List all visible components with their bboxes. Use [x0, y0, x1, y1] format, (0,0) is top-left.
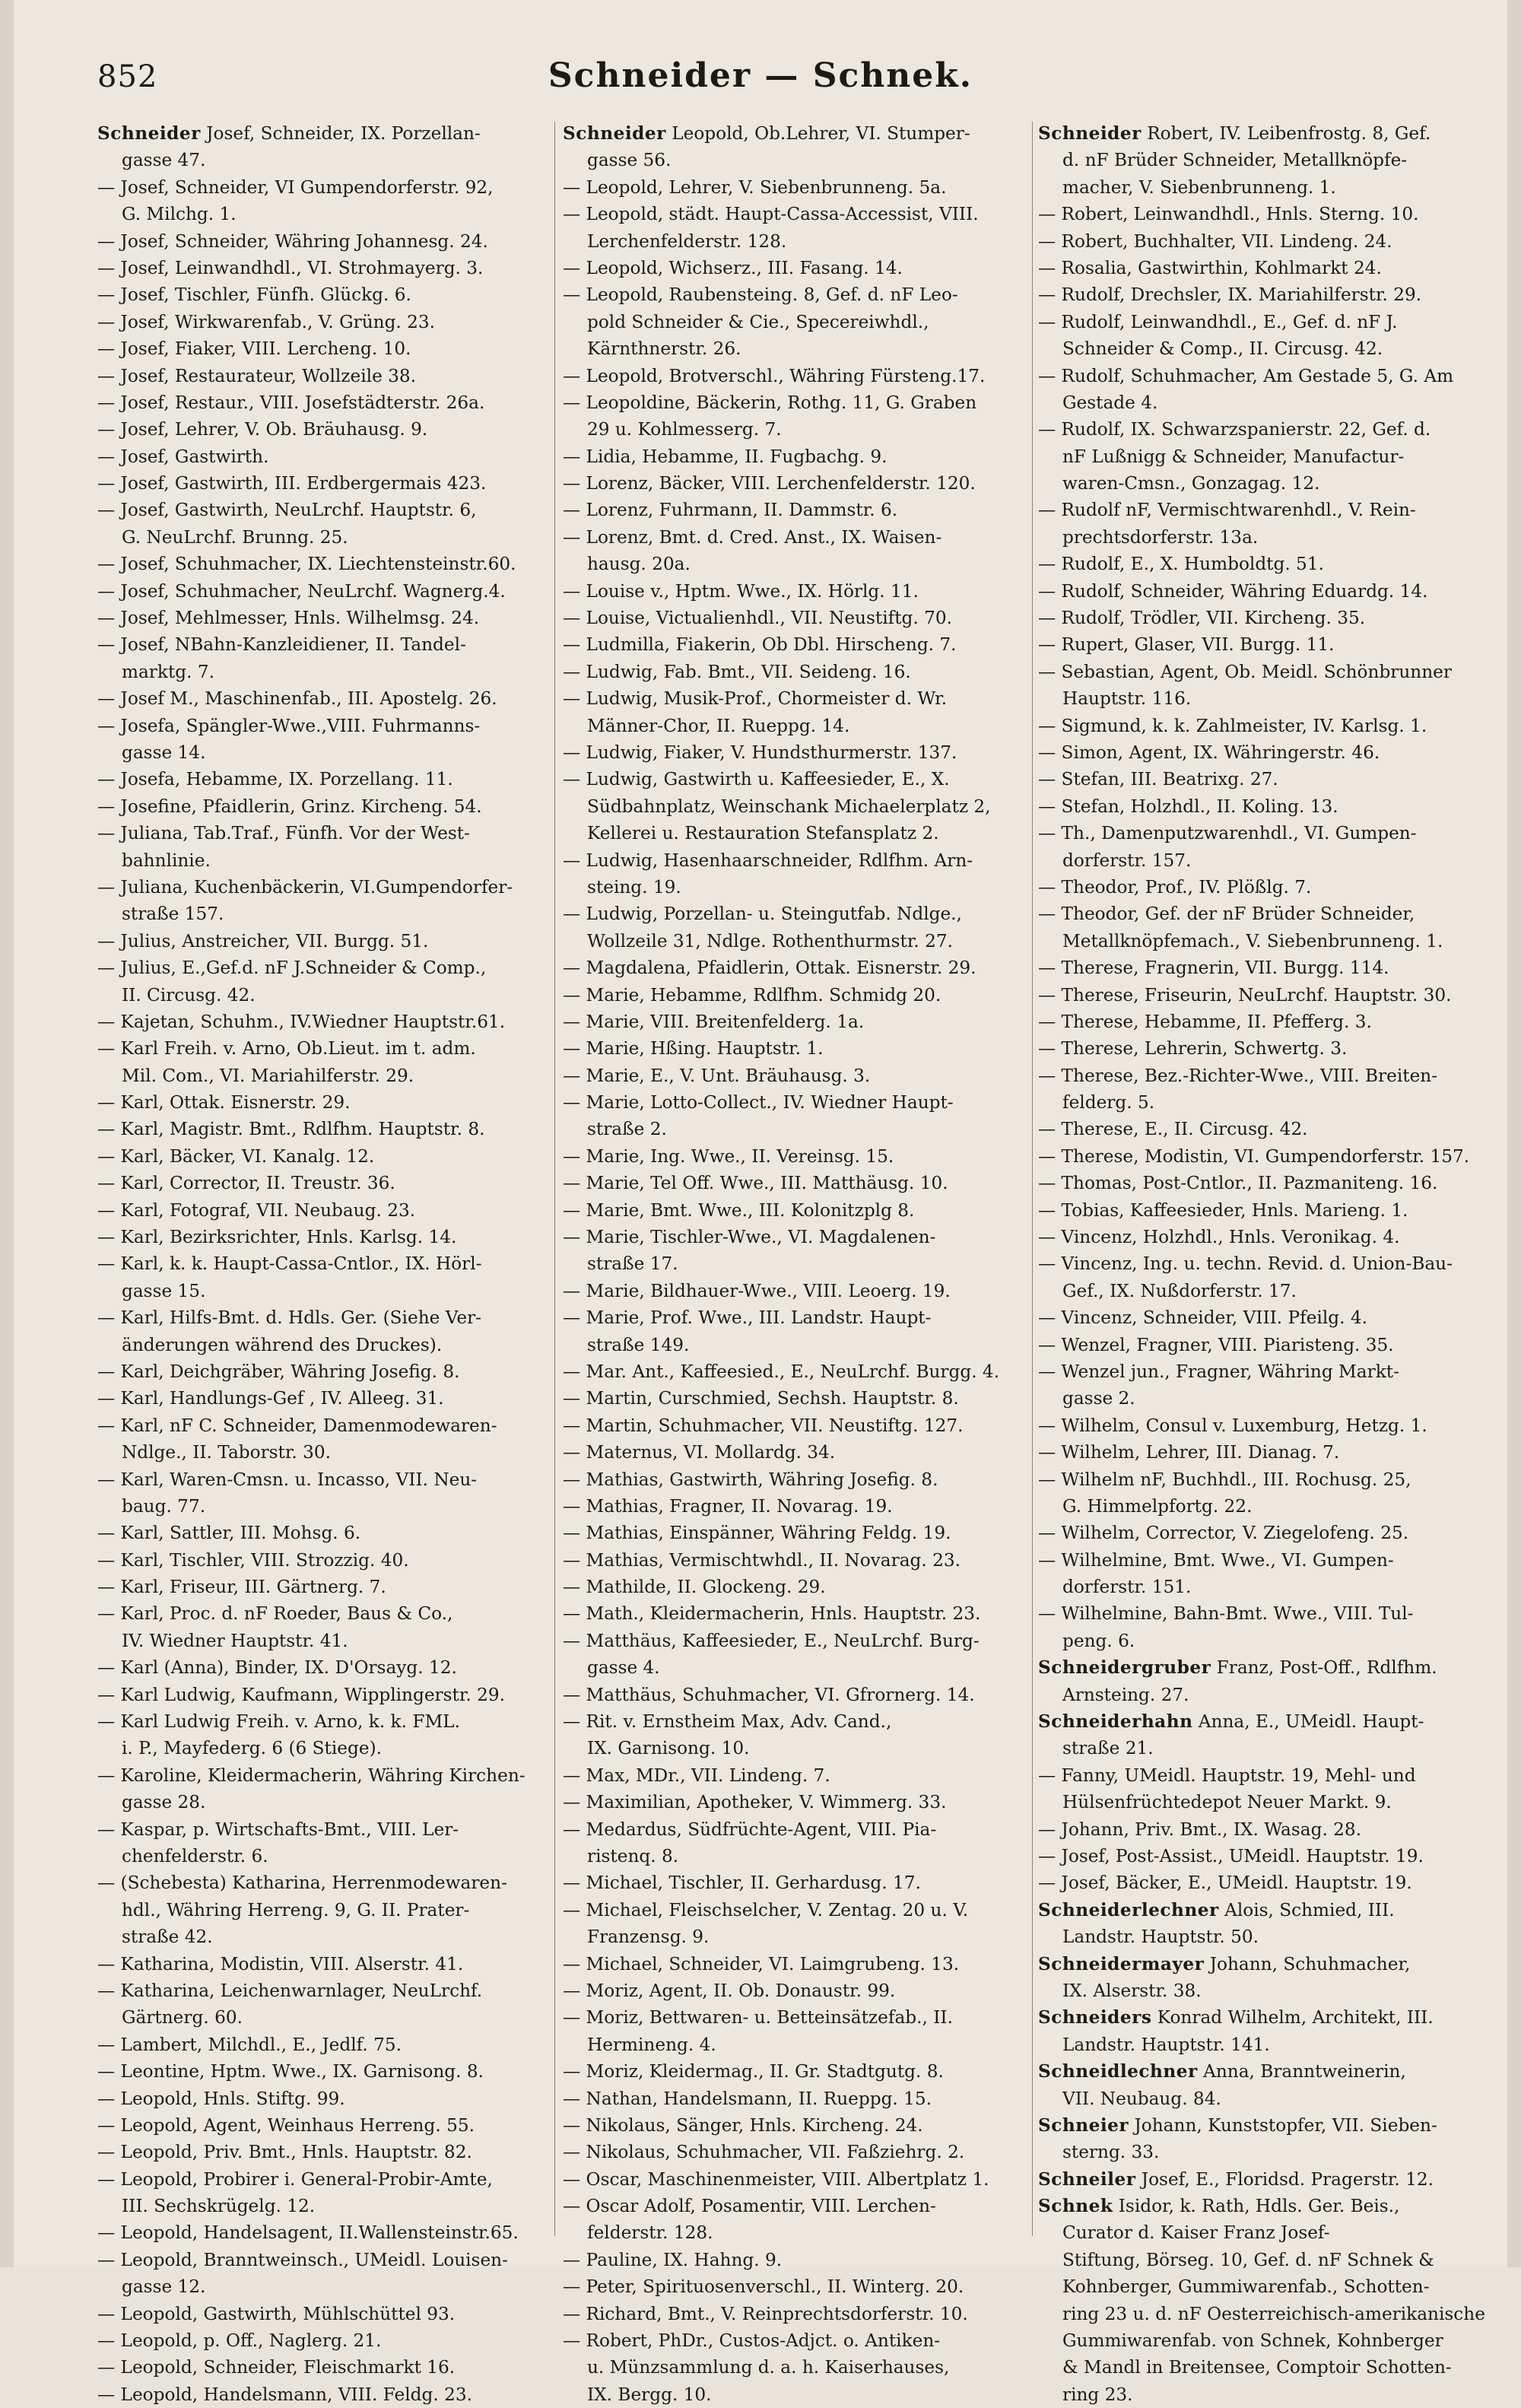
entry-line: — Josef, Restaur., VIII. Josefstädterstr. 26a. [97, 392, 485, 413]
entry-line: — Leopold, Hnls. Stiftg. 99. [97, 2088, 345, 2109]
entry-line: — Lorenz, Fuhrmann, II. Dammstr. 6. [563, 500, 898, 521]
entry-line: — Wenzel, Fragner, VIII. Piaristeng. 35. [1038, 1334, 1394, 1355]
entry-continuation-line: d. nF Brüder Schneider, Metallknöpfe- [1062, 150, 1408, 171]
entry-line: — Fanny, UMeidl. Hauptstr. 19, Mehl- und [1038, 1765, 1416, 1786]
surname-heading: Schneider [1038, 123, 1142, 144]
entry-continuation-line: straße 2. [587, 1119, 667, 1140]
entry-continuation-line: hausg. 20a. [587, 554, 691, 575]
entry-line: — Ludwig, Gastwirth u. Kaffeesieder, E., X. [563, 769, 950, 790]
entry-line: — Stefan, III. Beatrixg. 27. [1038, 769, 1278, 790]
entry-line: — Leopold, Gastwirth, Mühlschüttel 93. [97, 2303, 456, 2324]
entry-continuation-line: hdl., Währing Herreng. 9, G. II. Prater- [122, 1899, 470, 1920]
entry-continuation-line: straße 17. [587, 1253, 678, 1275]
entry-continuation-line: gasse 2. [1062, 1388, 1135, 1409]
entry-continuation-line: Lerchenfelderstr. 128. [587, 230, 787, 252]
entry-continuation-line: Gestade 4. [1062, 392, 1158, 413]
entry-continuation-line: Mil. Com., VI. Mariahilferstr. 29. [122, 1065, 414, 1086]
entry-continuation-line: G. NeuLrchf. Brunng. 25. [122, 526, 348, 548]
entry-line: — Wilhelm nF, Buchhdl., III. Rochusg. 25, [1038, 1469, 1411, 1490]
entry-line: — Karl, Fotograf, VII. Neubaug. 23. [97, 1199, 416, 1221]
entry-line: — Marie, Hßing. Hauptstr. 1. [563, 1038, 824, 1059]
entry-line: — Rudolf, Trödler, VII. Kircheng. 35. [1038, 608, 1366, 629]
entry-line: — Rit. v. Ernstheim Max, Adv. Cand., [563, 1711, 892, 1733]
entry-line: — Josef, Restaurateur, Wollzeile 38. [97, 365, 417, 386]
entry-line: — Lorenz, Bmt. d. Cred. Anst., IX. Waisen- [563, 526, 942, 548]
entry-line: — Karoline, Kleidermacherin, Währing Kirchen- [97, 1765, 526, 1786]
entry-line: — Thomas, Post-Cntlor., II. Pazmaniteng. 16. [1038, 1173, 1438, 1194]
entry-continuation-line: Landstr. Hauptstr. 50. [1062, 1927, 1259, 1948]
entry-continuation-line: straße 42. [122, 1927, 213, 1948]
entry-line: — Josef, Mehlmesser, Hnls. Wilhelmsg. 24. [97, 608, 480, 629]
entry-continuation-line: & Mandl in Breitensee, Comptoir Schotten- [1062, 2357, 1452, 2378]
entry-line: — Josef, Schneider, Währing Johannesg. 24. [97, 230, 488, 252]
entry-line: — Karl, Waren-Cmsn. u. Incasso, VII. Neu- [97, 1469, 478, 1490]
entry-continuation-line: ring 23. [1062, 2384, 1133, 2405]
entry-continuation-line: gasse 28. [122, 1792, 206, 1813]
entry-line: — Kajetan, Schuhm., IV.Wiedner Hauptstr.61. [97, 1011, 506, 1032]
running-head-title: Schneider — Schnek. [548, 56, 973, 95]
entry-line: — Leopold, Schneider, Fleischmarkt 16. [97, 2357, 456, 2378]
entry-line: — Magdalena, Pfaidlerin, Ottak. Eisnerstr. 29. [563, 958, 976, 979]
entry-line: — Wilhelm, Lehrer, III. Dianag. 7. [1038, 1442, 1340, 1463]
entry-line: — Rudolf nF, Vermischtwarenhdl., V. Rein- [1038, 500, 1416, 521]
surname-entry-line: Schneider Robert, IV. Leibenfrostg. 8, Gef. [1038, 123, 1431, 144]
entry-line: — Leopold, Probirer i. General-Probir-Amte, [97, 2168, 493, 2190]
surname-heading: Schneidlechner [1038, 2061, 1198, 2082]
surname-heading: Schneiler [1038, 2168, 1136, 2190]
entry-continuation-line: u. Münzsammlung d. a. h. Kaiserhauses, [587, 2357, 950, 2378]
entry-line: — Marie, Ing. Wwe., II. Vereinsg. 15. [563, 1145, 894, 1167]
entry-continuation-line: Kärnthnerstr. 26. [587, 338, 741, 360]
entry-line: — Leopold, Agent, Weinhaus Herreng. 55. [97, 2114, 475, 2136]
entry-continuation-line: straße 157. [122, 904, 224, 925]
entry-continuation-line: peng. 6. [1062, 1630, 1135, 1651]
entry-line: — Vincenz, Holzhdl., Hnls. Veronikag. 4. [1038, 1227, 1400, 1248]
entry-line: — Lorenz, Bäcker, VIII. Lerchenfelderstr. 120. [563, 473, 976, 494]
entry-line: — Maternus, VI. Mollardg. 34. [563, 1442, 836, 1463]
entry-line: — Ludwig, Musik-Prof., Chormeister d. Wr. [563, 688, 948, 710]
entry-line: — Leopold, Raubensteing. 8, Gef. d. nF Leo- [563, 284, 958, 306]
entry-line: — Sigmund, k. k. Zahlmeister, IV. Karlsg. 1. [1038, 715, 1427, 736]
page-header [0, 53, 1521, 106]
entry-continuation-line: G. Himmelpfortg. 22. [1062, 1495, 1253, 1517]
entry-continuation-line: dorferstr. 151. [1062, 1577, 1192, 1598]
entry-continuation-line: gasse 47. [122, 150, 206, 171]
entry-continuation-line: Curator d. Kaiser Franz Josef- [1062, 2222, 1330, 2244]
entry-continuation-line: Arnsteing. 27. [1062, 1684, 1189, 1705]
entry-continuation-line: sterng. 33. [1062, 2142, 1160, 2163]
entry-line: — Josef, Schuhmacher, NeuLrchf. Wagnerg.4. [97, 580, 506, 602]
entry-line: — Therese, Bez.-Richter-Wwe., VIII. Breiten- [1038, 1065, 1438, 1086]
entry-line: — Karl, Bezirksrichter, Hnls. Karlsg. 14. [97, 1227, 457, 1248]
entry-line: — Rudolf, Leinwandhdl., E., Gef. d. nF J. [1038, 311, 1398, 332]
entry-line: — Moriz, Bettwaren- u. Betteinsätzefab., II. [563, 2007, 953, 2028]
entry-continuation-line: änderungen während des Druckes). [122, 1334, 443, 1355]
entry-line: — Marie, Bmt. Wwe., III. Kolonitzplg 8. [563, 1199, 915, 1221]
entry-line: — Therese, E., II. Circusg. 42. [1038, 1119, 1308, 1140]
entry-line: — Louise v., Hptm. Wwe., IX. Hörlg. 11. [563, 580, 919, 602]
entry-continuation-line: gasse 56. [587, 150, 672, 171]
entry-line: — Karl, Corrector, II. Treustr. 36. [97, 1173, 395, 1194]
entry-continuation-line: baug. 77. [122, 1495, 206, 1517]
surname-entry-line: Schnek Isidor, k. Rath, Hdls. Ger. Beis., [1038, 2196, 1400, 2217]
entry-line: — Stefan, Holzhdl., II. Koling. 13. [1038, 796, 1338, 817]
entry-line: — Oscar, Maschinenmeister, VIII. Albertplatz 1. [563, 2168, 989, 2190]
entry-line: — Leopold, Handelsmann, VIII. Feldg. 23. [97, 2384, 472, 2405]
entry-continuation-line: Südbahnplatz, Weinschank Michaelerplatz 2, [587, 796, 991, 817]
surname-heading: Schneiderhahn [1038, 1711, 1193, 1733]
entry-continuation-line: II. Circusg. 42. [122, 984, 256, 1005]
entry-continuation-line: Metallknöpfemach., V. Siebenbrunneng. 1. [1062, 930, 1443, 951]
entry-line: — Rosalia, Gastwirthin, Kohlmarkt 24. [1038, 257, 1382, 278]
entry-continuation-line: Hermineng. 4. [587, 2034, 716, 2055]
surname-heading: Schneiders [1038, 2007, 1152, 2028]
entry-line: — Wilhelm, Consul v. Luxemburg, Hetzg. 1. [1038, 1415, 1427, 1436]
entry-line: — Robert, Leinwandhdl., Hnls. Sterng. 10. [1038, 204, 1419, 225]
entry-line: — Robert, PhDr., Custos-Adjct. o. Antiken- [563, 2330, 941, 2352]
surname-entry-line: Schneider Josef, Schneider, IX. Porzellan- [97, 123, 481, 144]
entry-continuation-line: 29 u. Kohlmesserg. 7. [587, 419, 782, 440]
entry-line: — Marie, Tel Off. Wwe., III. Matthäusg. 10. [563, 1173, 948, 1194]
entry-continuation-line: pold Schneider & Cie., Specereiwhdl., [587, 311, 929, 332]
entry-line: — Kaspar, p. Wirtschafts-Bmt., VIII. Ler- [97, 1819, 459, 1840]
entry-continuation-line: ristenq. 8. [587, 1846, 679, 1866]
entry-continuation-line: Wollzeile 31, Ndlge. Rothenthurmstr. 27. [587, 930, 953, 951]
entry-line: — Math., Kleidermacherin, Hnls. Hauptstr. 23. [563, 1603, 981, 1625]
entry-continuation-line: Schneider & Comp., II. Circusg. 42. [1062, 338, 1383, 360]
entry-line: — Ludwig, Fab. Bmt., VII. Seideng. 16. [563, 661, 911, 682]
entry-line: — Katharina, Modistin, VIII. Alserstr. 41. [97, 1953, 464, 1974]
entry-line: — Juliana, Kuchenbäckerin, VI.Gumpendorfer- [97, 876, 513, 897]
surname-heading: Schneidermayer [1038, 1953, 1205, 1974]
entry-line: — Wilhelmine, Bmt. Wwe., VI. Gumpen- [1038, 1549, 1394, 1571]
entry-line: — Katharina, Leichenwarnlager, NeuLrchf. [97, 1980, 483, 2001]
entry-line: — Matthäus, Schuhmacher, VI. Gfrornerg. 14. [563, 1684, 975, 1705]
entry-continuation-line: IX. Alserstr. 38. [1062, 1980, 1202, 2001]
entry-continuation-line: Männer-Chor, II. Rueppg. 14. [587, 715, 850, 736]
column-divider [554, 122, 555, 2236]
entry-line: — Leopold, Priv. Bmt., Hnls. Hauptstr. 82. [97, 2142, 472, 2163]
entry-line: — Leopold, Wichserz., III. Fasang. 14. [563, 257, 903, 278]
entry-line: — Tobias, Kaffeesieder, Hnls. Marieng. 1. [1038, 1199, 1408, 1221]
entry-continuation-line: Gef., IX. Nußdorferstr. 17. [1062, 1280, 1297, 1301]
entry-line: — Mathias, Fragner, II. Novarag. 19. [563, 1495, 893, 1517]
entry-continuation-line: dorferstr. 157. [1062, 850, 1192, 871]
entry-line: — Therese, Friseurin, NeuLrchf. Hauptstr. 30. [1038, 984, 1452, 1005]
entry-line: — Rudolf, Drechsler, IX. Mariahilferstr. 29. [1038, 284, 1422, 306]
entry-continuation-line: VII. Neubaug. 84. [1062, 2088, 1221, 2109]
entry-continuation-line: i. P., Mayfederg. 6 (6 Stiege). [122, 1738, 382, 1759]
entry-line: — Lidia, Hebamme, II. Fugbachg. 9. [563, 446, 888, 467]
entry-line: — Karl Ludwig Freih. v. Arno, k. k. FML. [97, 1711, 460, 1733]
entry-line: — Leopold, Lehrer, V. Siebenbrunneng. 5a. [563, 176, 947, 198]
entry-line: — Martin, Curschmied, Sechsh. Hauptstr. 8. [563, 1388, 959, 1409]
entry-line: — Johann, Priv. Bmt., IX. Wasag. 28. [1038, 1819, 1362, 1840]
entry-line: — Th., Damenputzwarenhdl., VI. Gumpen- [1038, 823, 1417, 844]
entry-continuation-line: prechtsdorferstr. 13a. [1062, 526, 1259, 548]
entry-continuation-line: gasse 14. [122, 742, 206, 763]
entry-line: — Mar. Ant., Kaffeesied., E., NeuLrchf. Burgg. 4. [563, 1361, 1000, 1382]
entry-line: — Vincenz, Schneider, VIII. Pfeilg. 4. [1038, 1307, 1367, 1329]
surname-heading: Schneier [1038, 2114, 1129, 2136]
entry-line: — Mathias, Vermischtwhdl., II. Novarag. 23. [563, 1549, 961, 1571]
entry-line: — Karl (Anna), Binder, IX. D'Orsayg. 12. [97, 1657, 457, 1679]
entry-line: — Rudolf, E., X. Humboldtg. 51. [1038, 554, 1324, 575]
entry-line: — Karl, Handlungs-Gef , IV. Alleeg. 31. [97, 1388, 444, 1409]
entry-line: — Leopoldine, Bäckerin, Rothg. 11, G. Graben [563, 392, 977, 413]
entry-line: — Nikolaus, Sänger, Hnls. Kircheng. 24. [563, 2114, 923, 2136]
entry-line: — Leopold, städt. Haupt-Cassa-Accessist, VIII. [563, 204, 979, 225]
entry-line: — Julius, Anstreicher, VII. Burgg. 51. [97, 930, 429, 951]
entry-line: — Josef, Tischler, Fünfh. Glückg. 6. [97, 284, 411, 306]
surname-entry-line: Schneiderlechner Alois, Schmied, III. [1038, 1899, 1395, 1920]
entry-line: — Josef, Gastwirth. [97, 446, 269, 467]
entry-line: — Marie, Bildhauer-Wwe., VIII. Leoerg. 19. [563, 1280, 951, 1301]
column-divider [1032, 122, 1033, 2236]
entry-continuation-line: chenfelderstr. 6. [122, 1846, 268, 1866]
entry-line: — Ludmilla, Fiakerin, Ob Dbl. Hirscheng. 7. [563, 634, 957, 656]
entry-line: — Michael, Fleischselcher, V. Zentag. 20 u. V. [563, 1899, 969, 1920]
entry-continuation-line: marktg. 7. [122, 661, 214, 682]
entry-line: — Karl, Tischler, VIII. Strozzig. 40. [97, 1549, 409, 1571]
entry-line: — Josef, Fiaker, VIII. Lercheng. 10. [97, 338, 411, 360]
entry-line: — Wilhelm, Corrector, V. Ziegelofeng. 25. [1038, 1523, 1409, 1544]
entry-continuation-line: IX. Bergg. 10. [587, 2384, 712, 2405]
surname-heading: Schnek [1038, 2196, 1113, 2217]
entry-continuation-line: IV. Wiedner Hauptstr. 41. [122, 1630, 348, 1651]
entry-line: — Rudolf, Schneider, Währing Eduardg. 14. [1038, 580, 1428, 602]
entry-continuation-line: Landstr. Hauptstr. 141. [1062, 2034, 1270, 2055]
entry-line: — Josef, Leinwandhdl., VI. Strohmayerg. 3. [97, 257, 484, 278]
entry-line: — Josefine, Pfaidlerin, Grinz. Kircheng. 54. [97, 796, 482, 817]
entry-line: — Josef, Schuhmacher, IX. Liechtensteinstr.60. [97, 554, 516, 575]
column-2 [563, 120, 1030, 2408]
entry-line: — Robert, Buchhalter, VII. Lindeng. 24. [1038, 230, 1392, 252]
entry-line: — Marie, Tischler-Wwe., VI. Magdalenen- [563, 1227, 936, 1248]
surname-entry-line: Schneiler Josef, E., Floridsd. Pragerstr. 12. [1038, 2168, 1434, 2190]
entry-line: — Josef, Lehrer, V. Ob. Bräuhausg. 9. [97, 419, 428, 440]
entry-continuation-line: bahnlinie. [122, 850, 211, 871]
entry-line: — Therese, Fragnerin, VII. Burgg. 114. [1038, 958, 1389, 979]
entry-line: — Rupert, Glaser, VII. Burgg. 11. [1038, 634, 1335, 656]
entry-line: — Ludwig, Hasenhaarschneider, Rdlfhm. Arn- [563, 850, 973, 871]
surname-entry-line: Schneidergruber Franz, Post-Off., Rdlfhm. [1038, 1657, 1437, 1679]
surname-entry-line: Schneidlechner Anna, Branntweinerin, [1038, 2061, 1406, 2082]
entry-continuation-line: ring 23 u. d. nF Oesterreichisch-amerikanische [1062, 2303, 1485, 2324]
entry-line: — Nikolaus, Schuhmacher, VII. Faßziehrg. 2. [563, 2142, 965, 2163]
entry-continuation-line: nF Lußnigg & Schneider, Manufactur- [1062, 446, 1405, 467]
entry-line: — Wilhelmine, Bahn-Bmt. Wwe., VIII. Tul- [1038, 1603, 1414, 1625]
entry-line: — Theodor, Gef. der nF Brüder Schneider, [1038, 904, 1415, 925]
entry-continuation-line: Hülsenfrüchtedepot Neuer Markt. 9. [1062, 1792, 1392, 1813]
entry-line: — Marie, Prof. Wwe., III. Landstr. Haupt- [563, 1307, 932, 1329]
entry-line: — Rudolf, IX. Schwarzspanierstr. 22, Gef. d. [1038, 419, 1431, 440]
entry-line: — Sebastian, Agent, Ob. Meidl. Schönbrunner [1038, 661, 1452, 682]
entry-line: — Leopold, Brotverschl., Währing Fürsteng.17. [563, 365, 986, 386]
entry-continuation-line: felderstr. 128. [587, 2222, 713, 2244]
entry-line: — Moriz, Agent, II. Ob. Donaustr. 99. [563, 1980, 896, 2001]
entry-line: — Ludwig, Porzellan- u. Steingutfab. Ndlge., [563, 904, 962, 925]
entry-line: — Josef, NBahn-Kanzleidiener, II. Tandel- [97, 634, 466, 656]
surname-heading: Schneider [97, 123, 201, 144]
surname-heading: Schneidergruber [1038, 1657, 1211, 1679]
entry-line: — Karl, Bäcker, VI. Kanalg. 12. [97, 1145, 375, 1167]
entry-line: — Karl Freih. v. Arno, Ob.Lieut. im t. adm. [97, 1038, 476, 1059]
entry-line: — Karl Ludwig, Kaufmann, Wipplingerstr. 29. [97, 1684, 505, 1705]
entry-line: — Lambert, Milchdl., E., Jedlf. 75. [97, 2034, 402, 2055]
entry-line: — Peter, Spirituosenverschl., II. Winterg. 20. [563, 2276, 964, 2298]
entry-line: — Karl, nF C. Schneider, Damenmodewaren- [97, 1415, 497, 1436]
entry-line: — Mathilde, II. Glockeng. 29. [563, 1577, 826, 1598]
surname-entry-line: Schneiders Konrad Wilhelm, Architekt, III. [1038, 2007, 1434, 2028]
surname-entry-line: Schneidermayer Johann, Schuhmacher, [1038, 1953, 1411, 1974]
entry-line: — Mathias, Gastwirth, Währing Josefig. 8. [563, 1469, 938, 1490]
entry-line: — Leopold, Branntweinsch., UMeidl. Louisen- [97, 2249, 508, 2270]
entry-line: — Ludwig, Fiaker, V. Hundsthurmerstr. 137. [563, 742, 957, 763]
entry-line: — Michael, Tischler, II. Gerhardusg. 17. [563, 1873, 921, 1894]
entry-line: — Marie, Lotto-Collect., IV. Wiedner Haupt- [563, 1092, 954, 1113]
entry-continuation-line: macher, V. Siebenbrunneng. 1. [1062, 176, 1336, 198]
entry-continuation-line: straße 21. [1062, 1738, 1154, 1759]
surname-heading: Schneider [563, 123, 666, 144]
entry-continuation-line: gasse 15. [122, 1280, 206, 1301]
entry-line: — Josef, Bäcker, E., UMeidl. Hauptstr. 19. [1038, 1873, 1412, 1894]
entry-continuation-line: gasse 4. [587, 1657, 660, 1679]
entry-line: — Marie, E., V. Unt. Bräuhausg. 3. [563, 1065, 871, 1086]
entry-continuation-line: IX. Garnisong. 10. [587, 1738, 750, 1759]
entry-line: — Therese, Hebamme, II. Pfefferg. 3. [1038, 1011, 1372, 1032]
entry-line: — Mathias, Einspänner, Währing Feldg. 19. [563, 1523, 951, 1544]
entry-line: — (Schebesta) Katharina, Herrenmodewaren- [97, 1873, 507, 1894]
entry-line: — Max, MDr., VII. Lindeng. 7. [563, 1765, 830, 1786]
entry-continuation-line: waren-Cmsn., Gonzagag. 12. [1062, 473, 1320, 494]
entry-line: — Maximilian, Apotheker, V. Wimmerg. 33. [563, 1792, 947, 1813]
entry-continuation-line: Stiftung, Börseg. 10, Gef. d. nF Schnek & [1062, 2249, 1434, 2270]
entry-continuation-line: Ndlge., II. Taborstr. 30. [122, 1442, 332, 1463]
entry-line: — Karl, Sattler, III. Mohsg. 6. [97, 1523, 361, 1544]
entry-line: — Josef, Gastwirth, III. Erdbergermais 423. [97, 473, 487, 494]
entry-line: — Moriz, Kleidermag., II. Gr. Stadtgutg. 8. [563, 2061, 944, 2082]
entry-line: — Karl, Hilfs-Bmt. d. Hdls. Ger. (Siehe Ver- [97, 1307, 481, 1329]
entry-line: — Karl, k. k. Haupt-Cassa-Cntlor., IX. Hörl- [97, 1253, 482, 1275]
entry-line: — Martin, Schuhmacher, VII. Neustiftg. 127. [563, 1415, 964, 1436]
page-edge-right [1507, 0, 1521, 2267]
column-3 [1038, 120, 1494, 2408]
entry-line: — Karl, Ottak. Eisnerstr. 29. [97, 1092, 351, 1113]
entry-continuation-line: straße 149. [587, 1334, 690, 1355]
entry-line: — Simon, Agent, IX. Währingerstr. 46. [1038, 742, 1380, 763]
entry-line: — Karl, Magistr. Bmt., Rdlfhm. Hauptstr. 8. [97, 1119, 485, 1140]
entry-line: — Marie, Hebamme, Rdlfhm. Schmidg 20. [563, 984, 941, 1005]
entry-line: — Josef, Gastwirth, NeuLrchf. Hauptstr. 6, [97, 500, 477, 521]
entry-line: — Therese, Lehrerin, Schwertg. 3. [1038, 1038, 1348, 1059]
entry-line: — Juliana, Tab.Traf., Fünfh. Vor der West- [97, 823, 470, 844]
entry-line: — Josefa, Hebamme, IX. Porzellang. 11. [97, 769, 453, 790]
entry-continuation-line: III. Sechskrügelg. 12. [122, 2196, 316, 2217]
entry-line: — Josef, Schneider, VI Gumpendorferstr. 92, [97, 176, 494, 198]
entry-line: — Leopold, p. Off., Naglerg. 21. [97, 2330, 382, 2352]
entry-line: — Josef M., Maschinenfab., III. Apostelg. 26. [97, 688, 497, 710]
entry-line: — Karl, Friseur, III. Gärtnerg. 7. [97, 1577, 386, 1598]
entry-line: — Medardus, Südfrüchte-Agent, VIII. Pia- [563, 1819, 937, 1840]
surname-entry-line: Schneider Leopold, Ob.Lehrer, VI. Stumper- [563, 123, 970, 144]
page-edge-left [0, 0, 14, 2267]
entry-line: — Leopold, Handelsagent, II.Wallensteinstr.65. [97, 2222, 519, 2244]
surname-entry-line: Schneier Johann, Kunststopfer, VII. Sieben- [1038, 2114, 1437, 2136]
entry-line: — Josef, Post-Assist., UMeidl. Hauptstr. 19. [1038, 1846, 1424, 1866]
entry-continuation-line: gasse 12. [122, 2276, 206, 2298]
entry-line: — Julius, E.,Gef.d. nF J.Schneider & Comp., [97, 958, 487, 979]
entry-continuation-line: Franzensg. 9. [587, 1927, 710, 1948]
entry-continuation-line: Kohnberger, Gummiwarenfab., Schotten- [1062, 2276, 1430, 2298]
entry-line: — Matthäus, Kaffeesieder, E., NeuLrchf. Burg- [563, 1630, 980, 1651]
entry-line: — Karl, Proc. d. nF Roeder, Baus & Co., [97, 1603, 453, 1625]
entry-line: — Therese, Modistin, VI. Gumpendorferstr. 157. [1038, 1145, 1470, 1167]
entry-continuation-line: Hauptstr. 116. [1062, 688, 1192, 710]
entry-continuation-line: Gummiwarenfab. von Schnek, Kohnberger [1062, 2330, 1443, 2352]
entry-line: — Wenzel jun., Fragner, Währing Markt- [1038, 1361, 1399, 1382]
entry-line: — Marie, VIII. Breitenfelderg. 1a. [563, 1011, 865, 1032]
surname-heading: Schneiderlechner [1038, 1899, 1219, 1920]
page-number: 852 [97, 59, 158, 94]
entry-line: — Karl, Deichgräber, Währing Josefig. 8. [97, 1361, 460, 1382]
entry-continuation-line: G. Milchg. 1. [122, 204, 237, 225]
entry-continuation-line: Gärtnerg. 60. [122, 2007, 243, 2028]
entry-continuation-line: Kellerei u. Restauration Stefansplatz 2. [587, 823, 939, 844]
entry-line: — Richard, Bmt., V. Reinprechtsdorferstr. 10. [563, 2303, 968, 2324]
entry-line: — Louise, Victualienhdl., VII. Neustiftg. 70. [563, 608, 952, 629]
entry-line: — Leontine, Hptm. Wwe., IX. Garnisong. 8. [97, 2061, 484, 2082]
entry-line: — Oscar Adolf, Posamentir, VIII. Lerchen- [563, 2196, 936, 2217]
entry-line: — Theodor, Prof., IV. Plößlg. 7. [1038, 876, 1312, 897]
entry-continuation-line: felderg. 5. [1062, 1092, 1155, 1113]
entry-line: — Pauline, IX. Hahng. 9. [563, 2249, 783, 2270]
entry-line: — Josef, Wirkwarenfab., V. Grüng. 23. [97, 311, 436, 332]
column-1 [97, 120, 546, 2408]
entry-line: — Vincenz, Ing. u. techn. Revid. d. Union-Bau- [1038, 1253, 1453, 1275]
entry-line: — Nathan, Handelsmann, II. Rueppg. 15. [563, 2088, 932, 2109]
surname-entry-line: Schneiderhahn Anna, E., UMeidl. Haupt- [1038, 1711, 1424, 1733]
entry-line: — Michael, Schneider, VI. Laimgrubeng. 13. [563, 1953, 960, 1974]
entry-line: — Rudolf, Schuhmacher, Am Gestade 5, G. Am [1038, 365, 1454, 386]
entry-line: — Josefa, Spängler-Wwe.,VIII. Fuhrmanns- [97, 715, 481, 736]
entry-continuation-line: steing. 19. [587, 876, 681, 897]
